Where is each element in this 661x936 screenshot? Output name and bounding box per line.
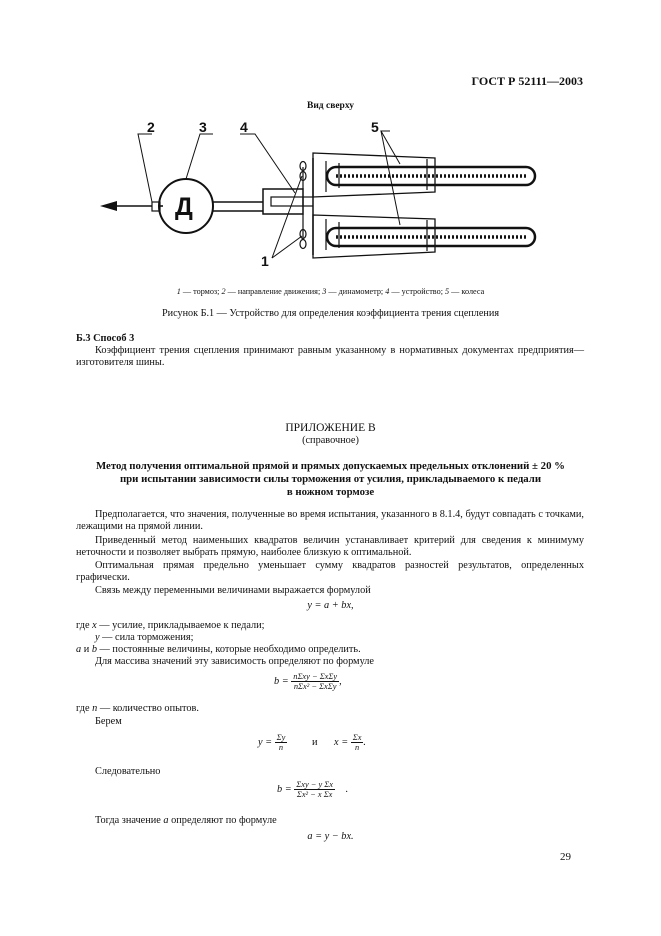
formula-b-final: b = $\frac{\text{Σxy − y Σx}}{\text{Σx² − x Σx}}$ . xyxy=(277,780,349,799)
paragraph-1: Предполагается, что значения, полученные во время испытания, указанного в 8.1.4, будут совпадать с точками, лежащими на прямой линии. xyxy=(76,509,584,533)
where-n: где n — количество опытов. xyxy=(76,703,199,714)
callout-5: 5 xyxy=(371,119,379,135)
page-number: 29 xyxy=(560,851,571,863)
formula-linear: y = a + bx, xyxy=(307,600,354,611)
wheel-upper xyxy=(327,167,535,185)
leader-4 xyxy=(240,134,295,193)
formula-means: y = $\frac{\Sigma y}{n}$ и x = $\frac{\Sigma x}{n}$ . xyxy=(258,733,366,752)
document-code: ГОСТ Р 52111—2003 xyxy=(471,74,583,88)
paragraph-4: Связь между переменными величинами выражается формулой xyxy=(95,585,371,596)
brake-friction-device-diagram xyxy=(95,118,545,278)
formula-b-array: b = $\frac{\text{nΣxy − ΣxΣy}}{\text{nΣx² − ΣxΣy}}$ , xyxy=(274,672,342,691)
appendix-subtitle: (справочное) xyxy=(302,435,359,446)
callout-3: 3 xyxy=(199,119,207,135)
formula-a: a = y − bx. xyxy=(307,831,354,842)
section-heading-b3: Б.3 Способ 3 xyxy=(76,333,135,344)
appendix-heading: Метод получения оптимальной прямой и прямых допускаемых предельных отклонений ± 20 % при испытании зависимости силы торможения от усилия, прикладываемого к педали в ножном тормозе xyxy=(96,460,565,498)
leader-2 xyxy=(138,134,152,202)
dynamometer-label: Д xyxy=(175,193,193,221)
callout-1: 1 xyxy=(261,253,269,269)
figure-caption: Рисунок Б.1 — Устройство для определения коэффициента трения сцепления xyxy=(161,308,500,319)
figure-legend: 1 — тормоз; 2 — направление движения; 3 — динамометр; 4 — устройство; 5 — колеса xyxy=(176,287,485,296)
section-b3-text: Коэффициент трения сцепления принимают равным указанному в нормативных документах предприятия—изготовителя шины. xyxy=(76,345,584,369)
callout-4: 4 xyxy=(240,119,248,135)
callout-2: 2 xyxy=(147,119,155,135)
sensor-lower-2 xyxy=(300,240,306,249)
figure-view-label: Вид сверху xyxy=(307,101,354,111)
direction-arrowhead xyxy=(100,201,117,211)
where-ab: a и b — постоянные величины, которые необходимо определить. xyxy=(76,644,361,655)
therefore-label: Следовательно xyxy=(95,766,161,777)
paragraph-2: Приведенный метод наименьших квадратов величин устанавливает критерий для сведения к минимуму неточности и позволяет выбрать прямую, наиболее близкую к оптимальной. xyxy=(76,535,584,559)
paragraph-5: Для массива значений эту зависимость определяют по формуле xyxy=(95,656,374,667)
device-box xyxy=(263,189,303,214)
where-y: y — сила торможения; xyxy=(95,632,194,643)
then-label: Тогда значение a определяют по формуле xyxy=(95,815,277,826)
take-label: Берем xyxy=(95,716,122,727)
leader-5b xyxy=(381,131,400,225)
leader-3 xyxy=(186,134,213,179)
paragraph-3: Оптимальная прямая предельно уменьшает сумму квадратов разностей результатов, определенных графически. xyxy=(76,560,584,584)
where-x: где x — усилие, прикладываемое к педали; xyxy=(76,620,265,631)
appendix-title: ПРИЛОЖЕНИЕ В xyxy=(285,422,376,434)
wheel-lower xyxy=(327,228,535,246)
